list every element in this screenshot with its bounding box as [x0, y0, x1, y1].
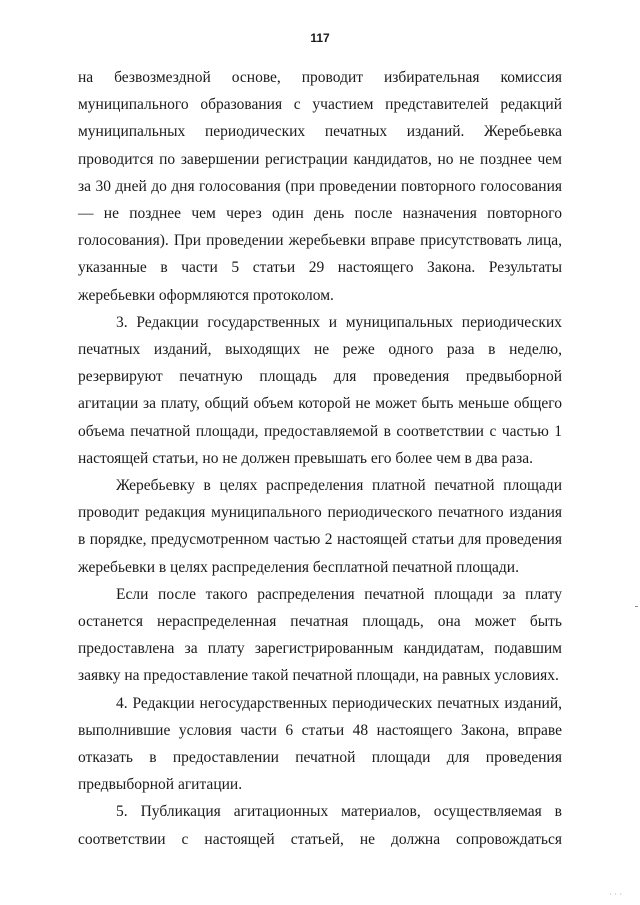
- paragraph-item-3: 3. Редакции государственных и муниципальных периодических печатных изданий, выходящих не реже одного раза в неделю, резервируют печатную площадь для проведения предвыборной агитации за плату, общий объем которой не может быть меньше общего объема печатной площади, предоставляемой в соответствии с частью 1 настоящей статьи, но не должен превышать его более чем в два раза.: [78, 313, 562, 467]
- page-number: 117: [310, 31, 330, 45]
- document-body: [78, 64, 562, 853]
- scan-corner-mark: · · ·: [609, 890, 622, 899]
- paragraph-remaining-space: Если после такого распределения печатной площади за плату останется нераспределенная печатная площадь, она может быть предоставлена за плату зарегистрированным кандидатам, подавшим заявку на предоставление такой печатной площади, на равных условиях.: [78, 585, 562, 685]
- scan-edge-mark: [635, 606, 638, 607]
- paragraph-continuation: на безвозмездной основе, проводит избирательная комиссия муниципального образования с участием представителей редакций муниципальных периодических печатных изданий. Жеребьевка проводится по завершении регистрации кандидатов, но не позднее чем за 30 дней до дня голосования (при проведении повторного голосования — не позднее чем через один день после назначения повторного голосования). При проведении жеребьевки вправе присутствовать лица, указанные в части 5 статьи 29 настоящего Закона. Результаты жеребьевки оформляются протоколом.: [78, 69, 562, 304]
- paragraph-item-5: 5. Публикация агитационных материалов, осуществляемая в соответствии с настоящей статьей, не должна сопровождаться: [78, 803, 562, 848]
- paragraph-lottery: Жеребьевку в целях распределения платной печатной площади проводит редакция муниципального периодического печатного издания в порядке, предусмотренном частью 2 настоящей статьи для проведения жеребьевки в целях распределения бесплатной печатной площади.: [78, 477, 562, 576]
- paragraph-item-4: 4. Редакции негосударственных периодических печатных изданий, выполнившие условия части 6 статьи 48 настоящего Закона, вправе отказать в предоставлении печатной площади для проведения предвыборной агитации.: [78, 694, 562, 794]
